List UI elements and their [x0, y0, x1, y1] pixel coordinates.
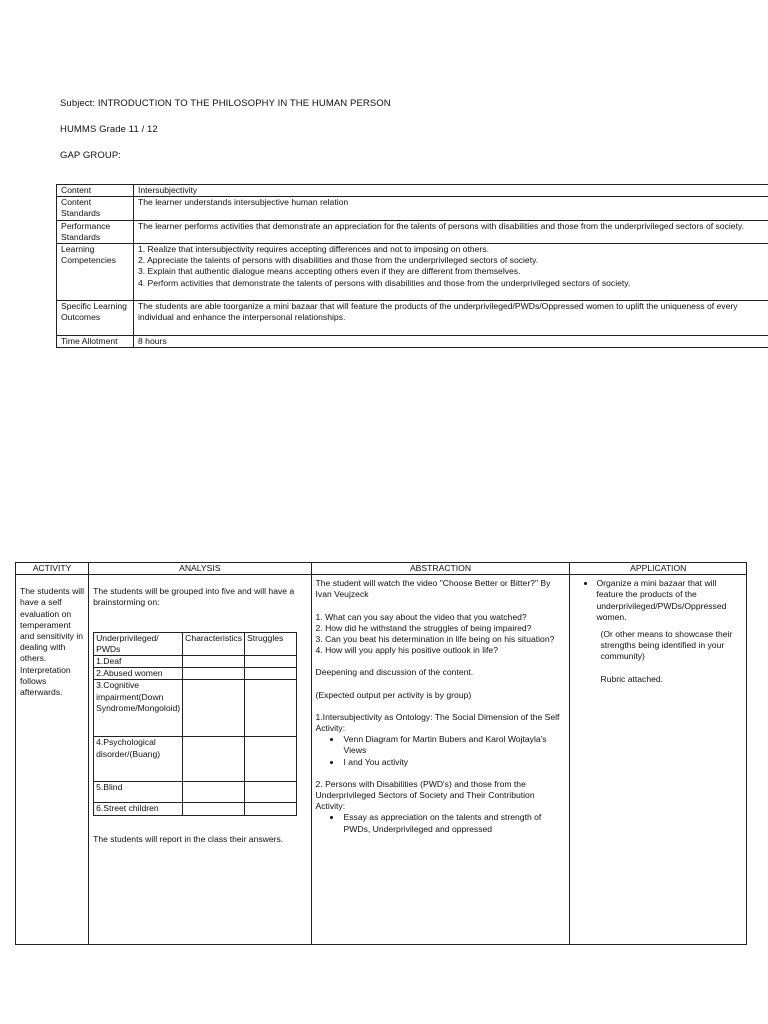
lesson-info-table: [56, 184, 768, 348]
subject-line: Subject: INTRODUCTION TO THE PHILOSOPHY IN THE HUMAN PERSON: [60, 98, 391, 109]
part1-activity-label: Activity:: [315, 723, 346, 734]
group-line: GAP GROUP:: [60, 150, 122, 161]
application-header: APPLICATION: [570, 563, 747, 575]
performance-standards-label: Performance Standards: [57, 220, 134, 243]
part1-title: 1.Intersubjectivity as Ontology: The Social Dimension of the Self: [315, 711, 560, 722]
characteristics-cell: [183, 782, 245, 803]
table-row: [57, 244, 768, 301]
learning-outcomes-value: The students are able toorganize a mini bazaar that will feature the products of the underprivileged/PWDs/Oppressed women to uplift the uniqueness of every individual and enhance the interpersonal relationships.: [134, 301, 768, 336]
table-row: [16, 575, 747, 945]
application-note: (Or other means to showcase their strengths being identified in your community): [600, 629, 733, 662]
part1-activity-list: [316, 734, 566, 768]
abstraction-question: 4. How will you apply his positive outlook in life?: [315, 645, 498, 656]
analysis-cell: [89, 575, 311, 945]
table-row: [57, 301, 768, 336]
activity-text: The students will have a self evaluation on temperament and sensitivity in dealing with others. Interpretation follows afterwards.: [20, 586, 85, 698]
characteristics-cell: [183, 680, 245, 737]
analysis-intro: The students will be grouped into five and will have a brainstorming on:: [93, 586, 295, 608]
learning-competencies-list: [134, 244, 768, 301]
struggles-cell: [245, 737, 297, 782]
analysis-outro: The students will report in the class their answers.: [93, 833, 284, 844]
abstraction-cell: [311, 575, 570, 945]
list-item: • Organize a mini bazaar that will feature the products of the underprivileged/PWDs/Oppressed women.: [596, 578, 742, 623]
table-row: [94, 680, 297, 737]
abstraction-intro: The student will watch the video "Choose Better or Bitter?" By Ivan Veujzeck: [315, 578, 551, 600]
pwd-row-label: 2.Abused women: [94, 668, 183, 680]
content-standards-value: The learner understands intersubjective human relation: [134, 197, 768, 220]
abstraction-header: ABSTRACTION: [311, 563, 570, 575]
pwd-row-label: 6.Street children: [94, 803, 183, 815]
content-label: Content: [57, 185, 134, 197]
characteristics-cell: [183, 737, 245, 782]
table-row: [94, 632, 297, 655]
application-cell: [570, 575, 747, 945]
table-row: [94, 737, 297, 782]
table-row: [57, 185, 768, 197]
struggles-cell: [245, 656, 297, 668]
list-item: • I and You activity: [342, 757, 566, 768]
table-row: [57, 220, 768, 243]
content-value: Intersubjectivity: [134, 185, 768, 197]
table-row: [57, 197, 768, 220]
table-row: [94, 668, 297, 680]
part2-activity-list: [316, 812, 566, 834]
grade-line: HUMMS Grade 11 / 12: [60, 124, 158, 135]
table-row: [94, 782, 297, 803]
content-standards-label: Content Standards: [57, 197, 134, 220]
analysis-header: ANALYSIS: [89, 563, 311, 575]
list-item: 1. Realize that intersubjectivity requires accepting differences and not to imposing on others.: [138, 244, 489, 255]
table-row: [94, 656, 297, 668]
brainstorm-table: [93, 632, 297, 816]
pwd-row-label: 5.Blind: [94, 782, 183, 803]
list-item: 2. Appreciate the talents of persons with disabilities and those from the underprivileged sectors of society.: [138, 255, 539, 266]
list-item: 3. Explain that authentic dialogue means accepting others even if they are different from themselves.: [138, 266, 521, 277]
list-item: • Venn Diagram for Martin Bubers and Karol Wojtayla's Views: [342, 734, 566, 756]
pwd-row-label: 4.Psychological disorder/(Buang): [94, 737, 183, 782]
part2-activity-label: Activity:: [315, 801, 346, 812]
rubric-text: Rubric attached.: [600, 673, 664, 684]
learning-outcomes-label: Specific Learning Outcomes: [57, 301, 134, 336]
abstraction-question: 1. What can you say about the video that you watched?: [315, 611, 527, 622]
time-allotment-value: 8 hours: [134, 336, 768, 348]
struggles-cell: [245, 680, 297, 737]
characteristics-header: Characteristics: [183, 632, 245, 655]
activity-cell: [16, 575, 89, 945]
performance-standards-value: The learner performs activities that demonstrate an appreciation for the talents of persons with disabilities and those from the underprivileged sectors of society.: [134, 220, 768, 243]
abstraction-question: 3. Can you beat his determination in life being on his situation?: [315, 634, 555, 645]
list-item: • Essay as appreciation on the talents and strength of PWDs, Underprivileged and oppressed: [342, 812, 566, 834]
table-header-row: [16, 563, 747, 575]
characteristics-cell: [183, 803, 245, 815]
activity-header: ACTIVITY: [16, 563, 89, 575]
struggles-cell: [245, 782, 297, 803]
deepening-text: Deepening and discussion of the content.: [315, 667, 474, 678]
struggles-header: Struggles: [245, 632, 297, 655]
characteristics-cell: [183, 656, 245, 668]
part2-title: 2. Persons with Disabilities (PWD's) and those from the Underprivileged Sectors of Society and Their Contribution: [315, 778, 535, 801]
pwd-row-label: 3.Cognitive impairment(Down Syndrome/Mongoloid): [94, 680, 183, 737]
struggles-cell: [245, 803, 297, 815]
lesson-plan-table: [15, 562, 747, 945]
time-allotment-label: Time Allotment: [57, 336, 134, 348]
struggles-cell: [245, 668, 297, 680]
pwds-header: Underprivileged/ PWDs: [94, 632, 183, 655]
table-row: [94, 803, 297, 815]
list-item: 4. Perform activities that demonstrate the talents of persons with disabilities and those from the underprivileged sectors of society.: [138, 277, 631, 288]
characteristics-cell: [183, 668, 245, 680]
learning-competencies-label: Learning Competencies: [57, 244, 134, 301]
abstraction-question: 2. How did he withstand the struggles of being impaired?: [315, 622, 532, 633]
pwd-row-label: 1.Deaf: [94, 656, 183, 668]
table-row: [57, 336, 768, 348]
application-list: [574, 578, 742, 623]
expected-output-text: (Expected output per activity is by group): [315, 689, 472, 700]
